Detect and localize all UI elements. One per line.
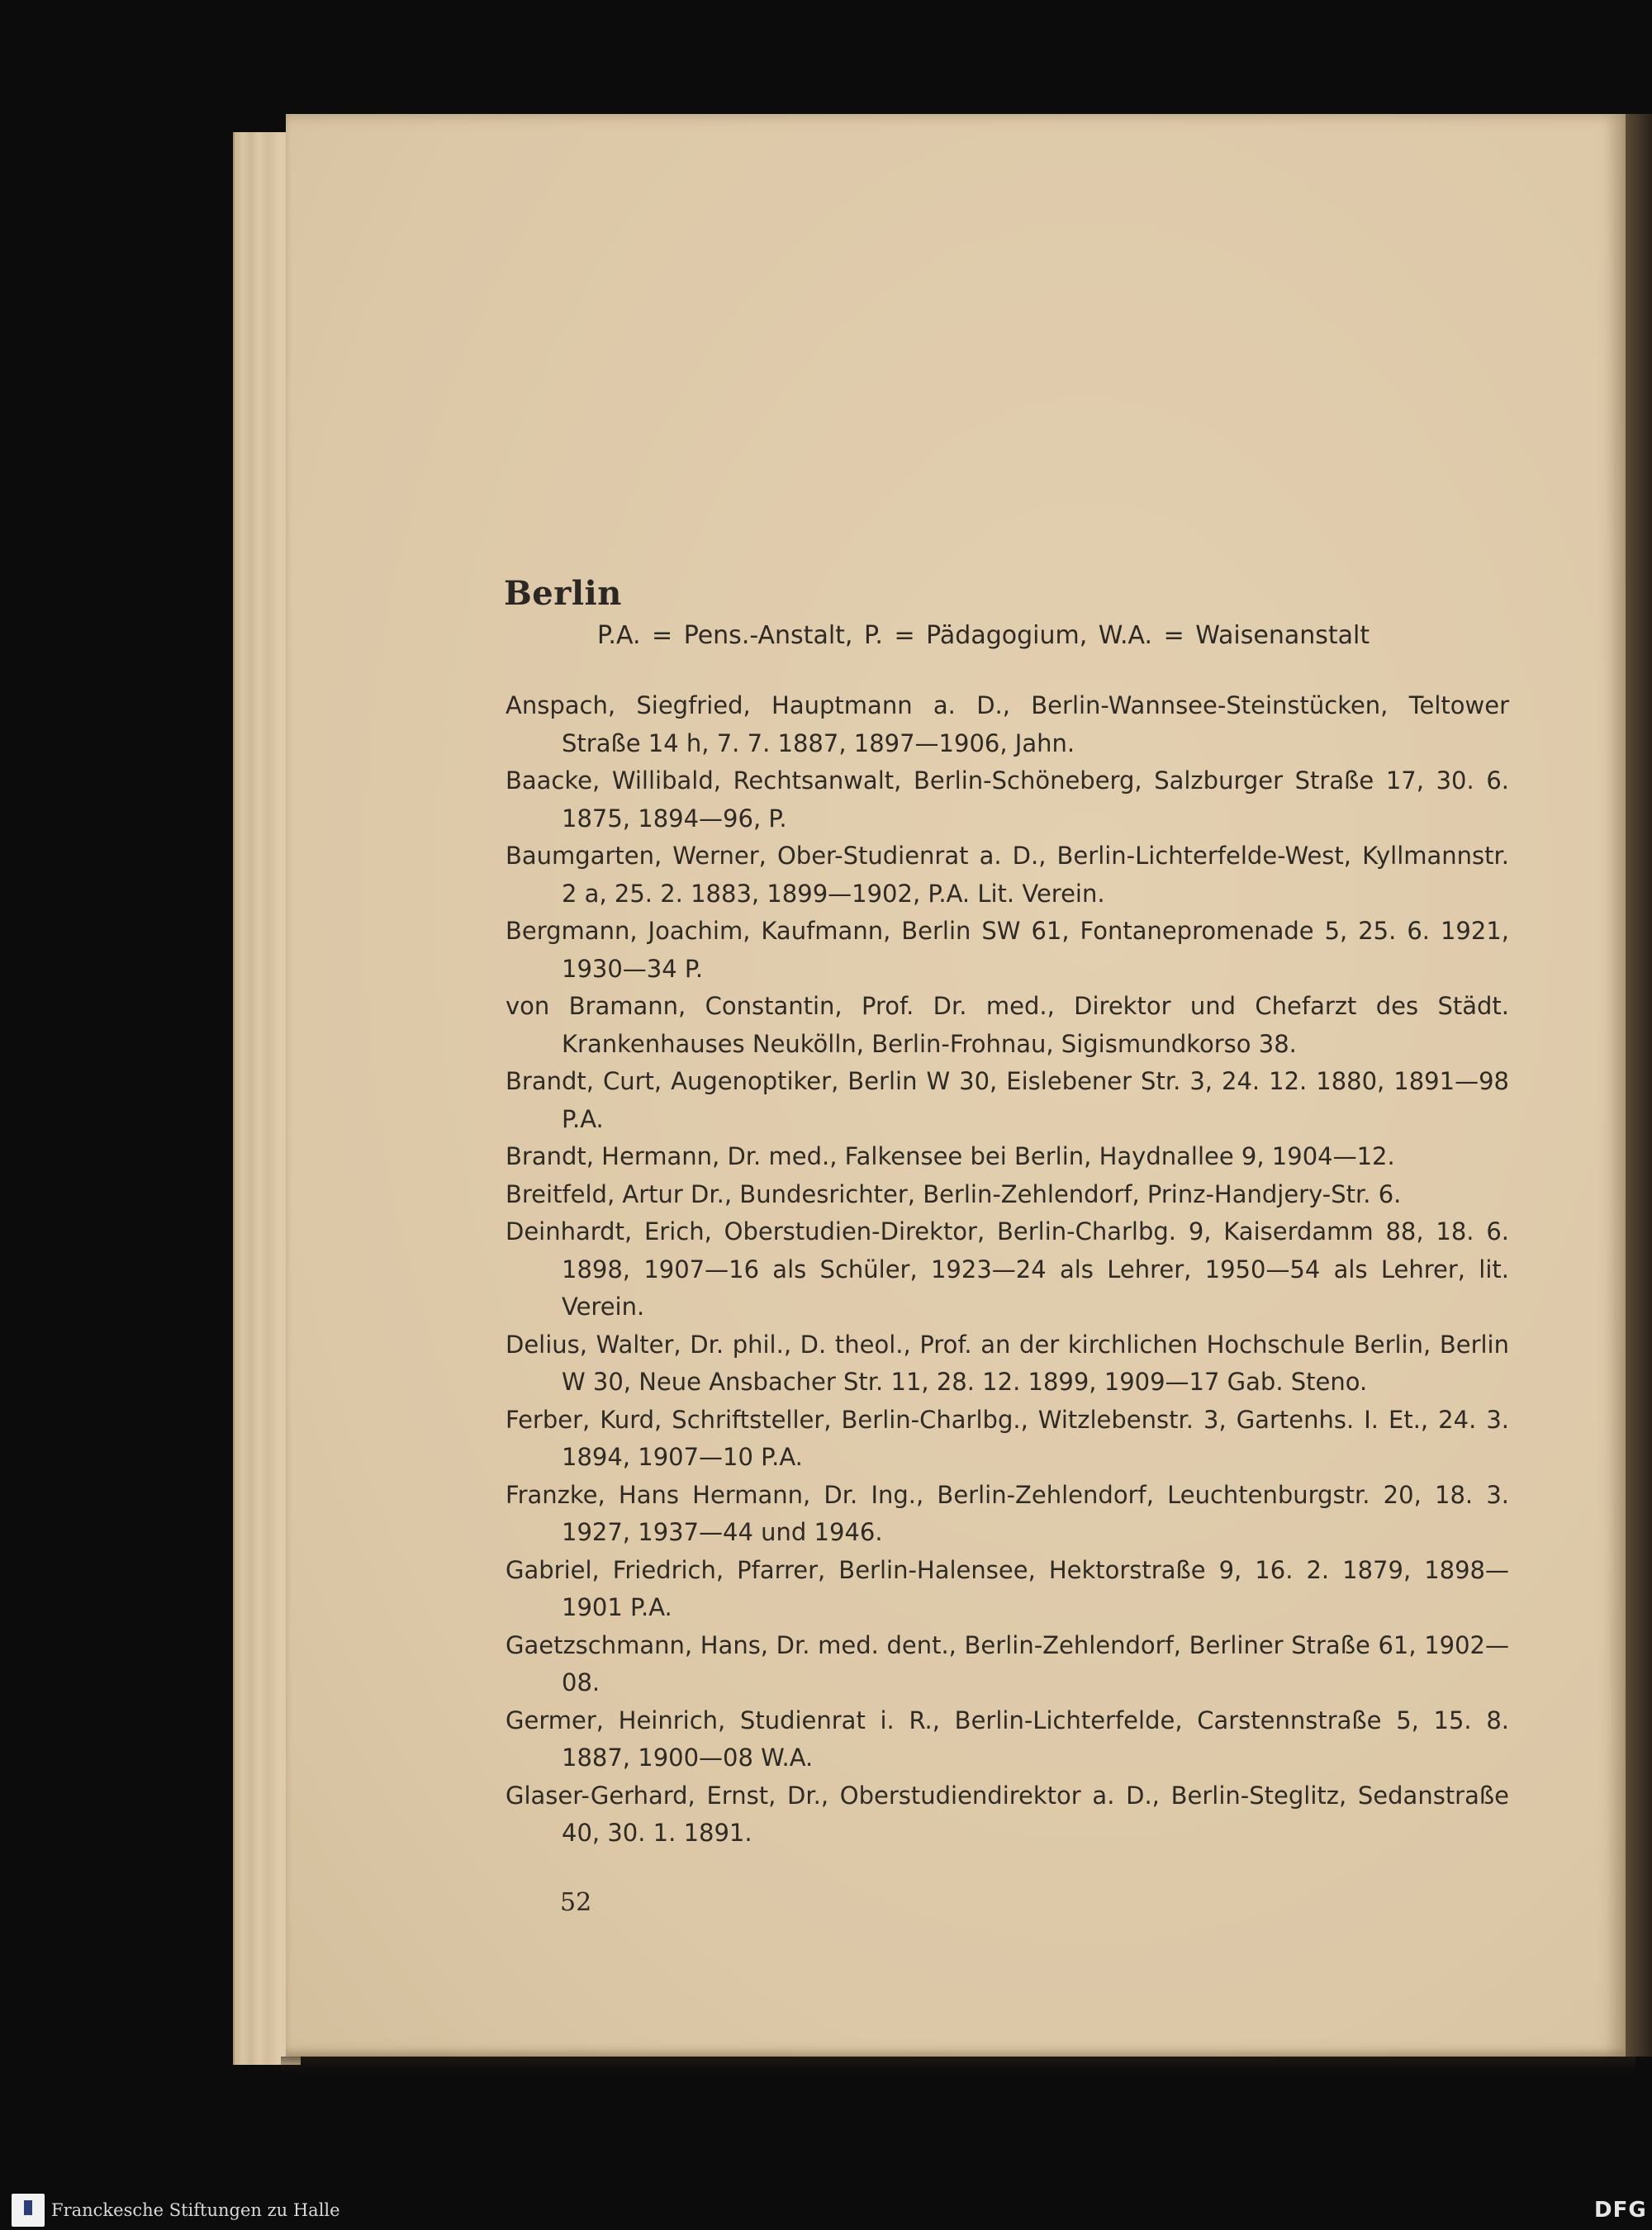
list-item: Germer, Heinrich, Studienrat i. R., Berlin-Lichterfelde, Carstennstraße 5, 15. 8. 1887, 1900—08 W.A. [506, 1706, 1509, 1772]
abbreviation-legend: P.A. = Pens.-Anstalt, P. = Pädagogium, W.A. = Waisenanstalt [597, 621, 1370, 650]
list-item: Gabriel, Friedrich, Pfarrer, Berlin-Halensee, Hektorstraße 9, 16. 2. 1879, 1898—1901 P.A. [506, 1555, 1509, 1621]
page-number: 52 [560, 1888, 592, 1917]
page-gutter-shadow [1626, 114, 1652, 2057]
page-bottom-shadow [281, 2057, 1635, 2073]
list-item: Gaetzschmann, Hans, Dr. med. dent., Berlin-Zehlendorf, Berliner Straße 61, 1902—08. [506, 1630, 1509, 1696]
list-item: Brandt, Curt, Augenoptiker, Berlin W 30, Eislebener Str. 3, 24. 12. 1880, 1891—98 P.A. [506, 1067, 1509, 1133]
list-item: Deinhardt, Erich, Oberstudien-Direktor, Berlin-Charlbg. 9, Kaiserdamm 88, 18. 6. 1898, 1907—16 als Schüler, 1923—24 als Lehrer, 1950—54 als Lehrer, lit. Verein. [506, 1217, 1509, 1321]
list-item: Delius, Walter, Dr. phil., D. theol., Prof. an der kirchlichen Hochschule Berlin, Berlin W 30, Neue Ansbacher Str. 11, 28. 12. 1899, 1909—17 Gab. Steno. [506, 1330, 1509, 1396]
section-title: Berlin [504, 574, 622, 613]
entry-list [506, 687, 1509, 1853]
list-item: Glaser-Gerhard, Ernst, Dr., Oberstudiendirektor a. D., Berlin-Steglitz, Sedanstraße 40, 30. 1. 1891. [506, 1781, 1509, 1847]
list-item: Bergmann, Joachim, Kaufmann, Berlin SW 61, Fontanepromenade 5, 25. 6. 1921, 1930—34 P. [506, 917, 1509, 983]
list-item: Baumgarten, Werner, Ober-Studienrat a. D., Berlin-Lichterfelde-West, Kyllmannstr. 2 a, 25. 2. 1883, 1899—1902, P.A. Lit. Verein. [506, 842, 1509, 908]
list-item: Ferber, Kurd, Schriftsteller, Berlin-Charlbg., Witzlebenstr. 3, Gartenhs. I. Et., 24. 3. 1894, 1907—10 P.A. [506, 1405, 1509, 1471]
institution-logo-icon[interactable] [12, 2194, 45, 2227]
list-item: Anspach, Siegfried, Hauptmann a. D., Berlin-Wannsee-Steinstücken, Teltower Straße 14 h, 7. 7. 1887, 1897—1906, Jahn. [506, 691, 1509, 757]
list-item: Franzke, Hans Hermann, Dr. Ing., Berlin-Zehlendorf, Leuchtenburgstr. 20, 18. 3. 1927, 1937—44 und 1946. [506, 1480, 1509, 1546]
footer-institution-link[interactable]: Franckesche Stiftungen zu Halle [51, 2200, 340, 2220]
list-item: Brandt, Hermann, Dr. med., Falkensee bei Berlin, Haydnallee 9, 1904—12. [506, 1142, 1395, 1170]
list-item: von Bramann, Constantin, Prof. Dr. med., Direktor und Chefarzt des Städt. Krankenhauses Neukölln, Berlin-Frohnau, Sigismundkorso 38. [506, 992, 1509, 1058]
list-item: Breitfeld, Artur Dr., Bundesrichter, Berlin-Zehlendorf, Prinz-Handjery-Str. 6. [506, 1179, 1402, 1208]
list-item: Baacke, Willibald, Rechtsanwalt, Berlin-Schöneberg, Salzburger Straße 17, 30. 6. 1875, 1894—96, P. [506, 766, 1509, 833]
dfg-logo[interactable]: DFG [1594, 2198, 1647, 2223]
